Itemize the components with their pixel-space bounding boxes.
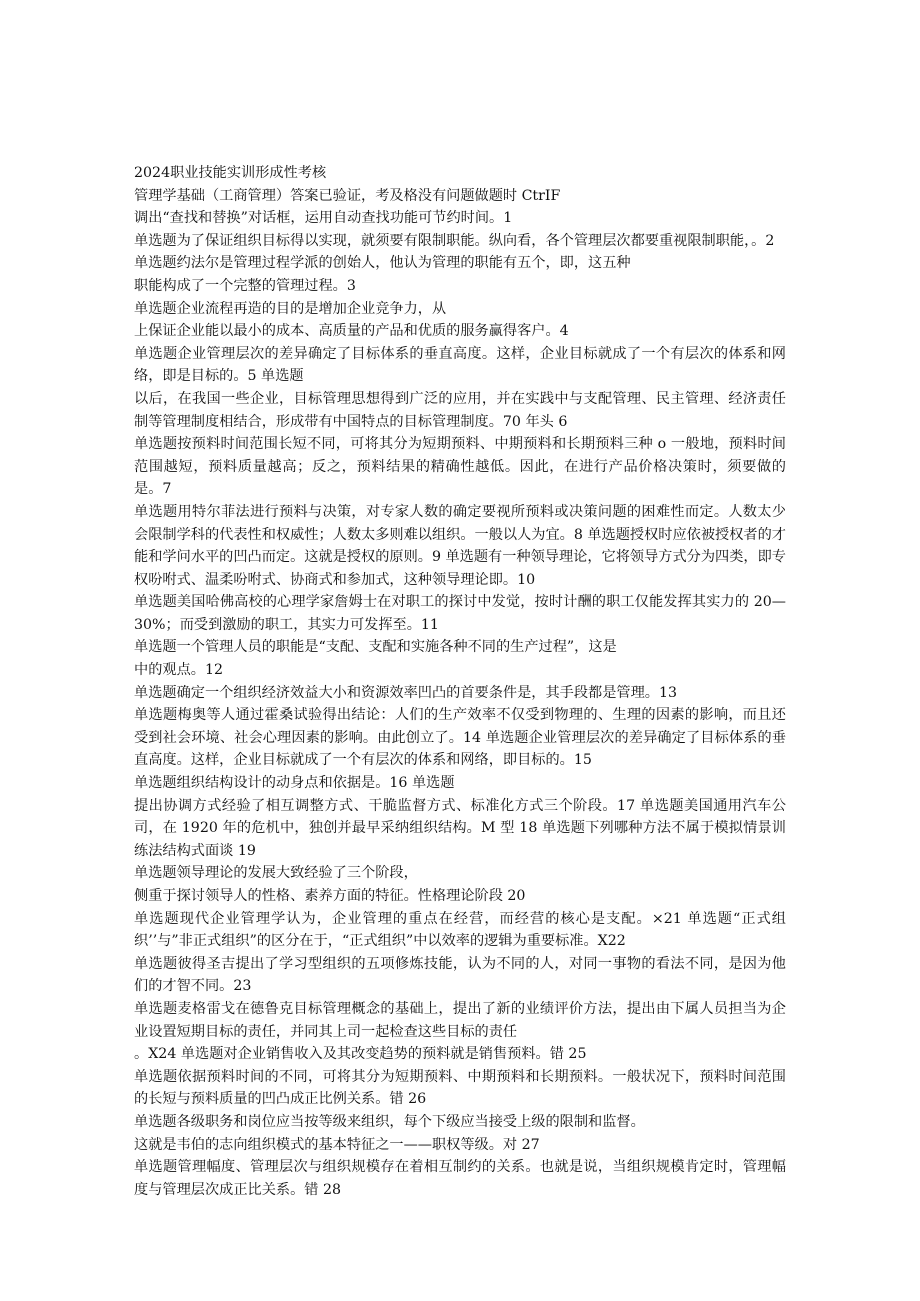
text-line: 提出协调方式经验了相互调整方式、干脆监督方式、标准化方式三个阶段。17 单选题美国通用汽车公司，在 1920 年的危机中，独创并最早采纳组织结构。M 型 18 单选题下列哪种方法不属于模拟情景训练法结构式面谈 19: [134, 797, 786, 859]
text-line: 单选题企业流程再造的目的是增加企业竞争力，从: [134, 300, 447, 317]
text-line: 单选题组织结构设计的动身点和依据是。16 单选题: [134, 775, 455, 792]
text-line: 单选题管理幅度、管理层次与组织规模存在着相互制约的关系。也就是说，当组织规模肯定时，管理幅度与管理层次成正比关系。错 28: [134, 1159, 786, 1198]
text-line: 单选题企业管理层次的差异确定了目标体系的垂直高度。这样，企业目标就成了一个有层次的体系和网络，即是目标的。5 单选题: [134, 345, 786, 385]
text-line: 单选题美国哈佛高校的心理学家詹姆士在对职工的探讨中发觉，按时计酬的职工仅能发挥其实力的 20—30%；而受到激励的职工，其实力可发挥至。11: [134, 594, 786, 633]
document-title: 2024职业技能实训形成性考核: [134, 165, 327, 181]
text-line: 以后，在我国一些企业，目标管理思想得到广泛的应用，并在实践中与支配管理、民主管理、经济责任制等管理制度相结合，形成带有中国特点的目标管理制度。70 年头 6: [134, 390, 786, 430]
text-line: 单选题麦格雷戈在德鲁克目标管理概念的基础上，提出了新的业绩评价方法，提出由下属人员担当为企业设置短期目标的责任，并同其上司一起检查这些目标的责任: [134, 1000, 786, 1040]
text-line: 管理学基础（工商管理）答案已验证，考及格没有问题做题时 CtrIF: [134, 187, 561, 204]
text-line: 单选题各级职务和岗位应当按等级来组织，每个下级应当接受上级的限制和监督。: [134, 1113, 645, 1130]
text-line: 单选题一个管理人员的职能是“支配、支配和实施各种不同的生产过程”，这是: [134, 639, 617, 656]
text-line: 这就是韦伯的志向组织模式的基本特征之一——职权等级。对 27: [134, 1136, 540, 1153]
text-line: 上保证企业能以最小的成本、高质量的产品和优质的服务赢得客户。4: [134, 323, 569, 340]
text-line: 侧重于探讨领导人的性格、素养方面的特征。性格理论阶段 20: [134, 888, 526, 904]
text-line: 单选题用特尔菲法进行预料与决策，对专家人数的确定要视所预料或决策问题的困难性而定。人数太少会限制学科的代表性和权威性；人数太多则难以组织。一般以人为宜。8 单选题授权时应依被授权者的才能和学问水平的凹凸而定。这就是授权的原则。9 单选题有一种领导理论，它将领导方式分为四类，即专权吩咐式、温柔吩咐式、协商式和参加式，这种领导理论即。10: [134, 503, 786, 588]
document-body: [134, 162, 786, 1201]
text-line: 单选题按预料时间范围长短不同，可将其分为短期预料、中期预料和长期预料三种 o 一般地，预料时间范围越短，预料质量越高；反之，预料结果的精确性越低。因此，在进行产品价格决策时，须要做的是。7: [134, 436, 786, 498]
text-line: 单选题为了保证组织目标得以实现，就须要有限制职能。纵向看，各个管理层次都要重视限制职能，。2: [134, 232, 775, 249]
text-line: 单选题领导理论的发展大致经验了三个阶段，: [134, 865, 418, 882]
text-line: 单选题现代企业管理学认为，企业管理的重点在经营，而经营的核心是支配。×21 单选题“正式组织’’与”非正式组织”的区分在于，“正式组织”中以效率的逻辑为重要标准。X22: [134, 910, 786, 950]
text-line: 单选题梅奥等人通过霍桑试验得出结论：人们的生产效率不仅受到物理的、生理的因素的影响，而且还受到社会环境、社会心理因素的影响。由此创立了。14 单选题企业管理层次的差异确定了目标体系的垂直高度。这样，企业目标就成了一个有层次的体系和网络，即目标的。15: [134, 707, 786, 769]
text-line: 单选题约法尔是管理过程学派的创始人，他认为管理的职能有五个，即，这五种: [134, 255, 631, 272]
text-line: 职能构成了一个完整的管理过程。3: [134, 277, 356, 294]
text-line: 单选题依据预料时间的不同，可将其分为短期预料、中期预料和长期预料。一般状况下，预料时间范围的长短与预料质量的凹凸成正比例关系。错 26: [134, 1068, 786, 1108]
text-line: 中的观点。12: [134, 662, 223, 679]
text-line: 单选题确定一个组织经济效益大小和资源效率凹凸的首要条件是，其手段都是管理。13: [134, 684, 677, 701]
text-line: 单选题彼得圣吉提出了学习型组织的五项修炼技能，认为不同的人，对同一事物的看法不同，是因为他们的才智不同。23: [134, 955, 786, 995]
text-line: 。X24 单选题对企业销售收入及其改变趋势的预料就是销售预料。错 25: [134, 1046, 587, 1063]
text-line: 调出“查找和替换”对话框，运用自动查找功能可节约时间。1: [134, 210, 513, 227]
